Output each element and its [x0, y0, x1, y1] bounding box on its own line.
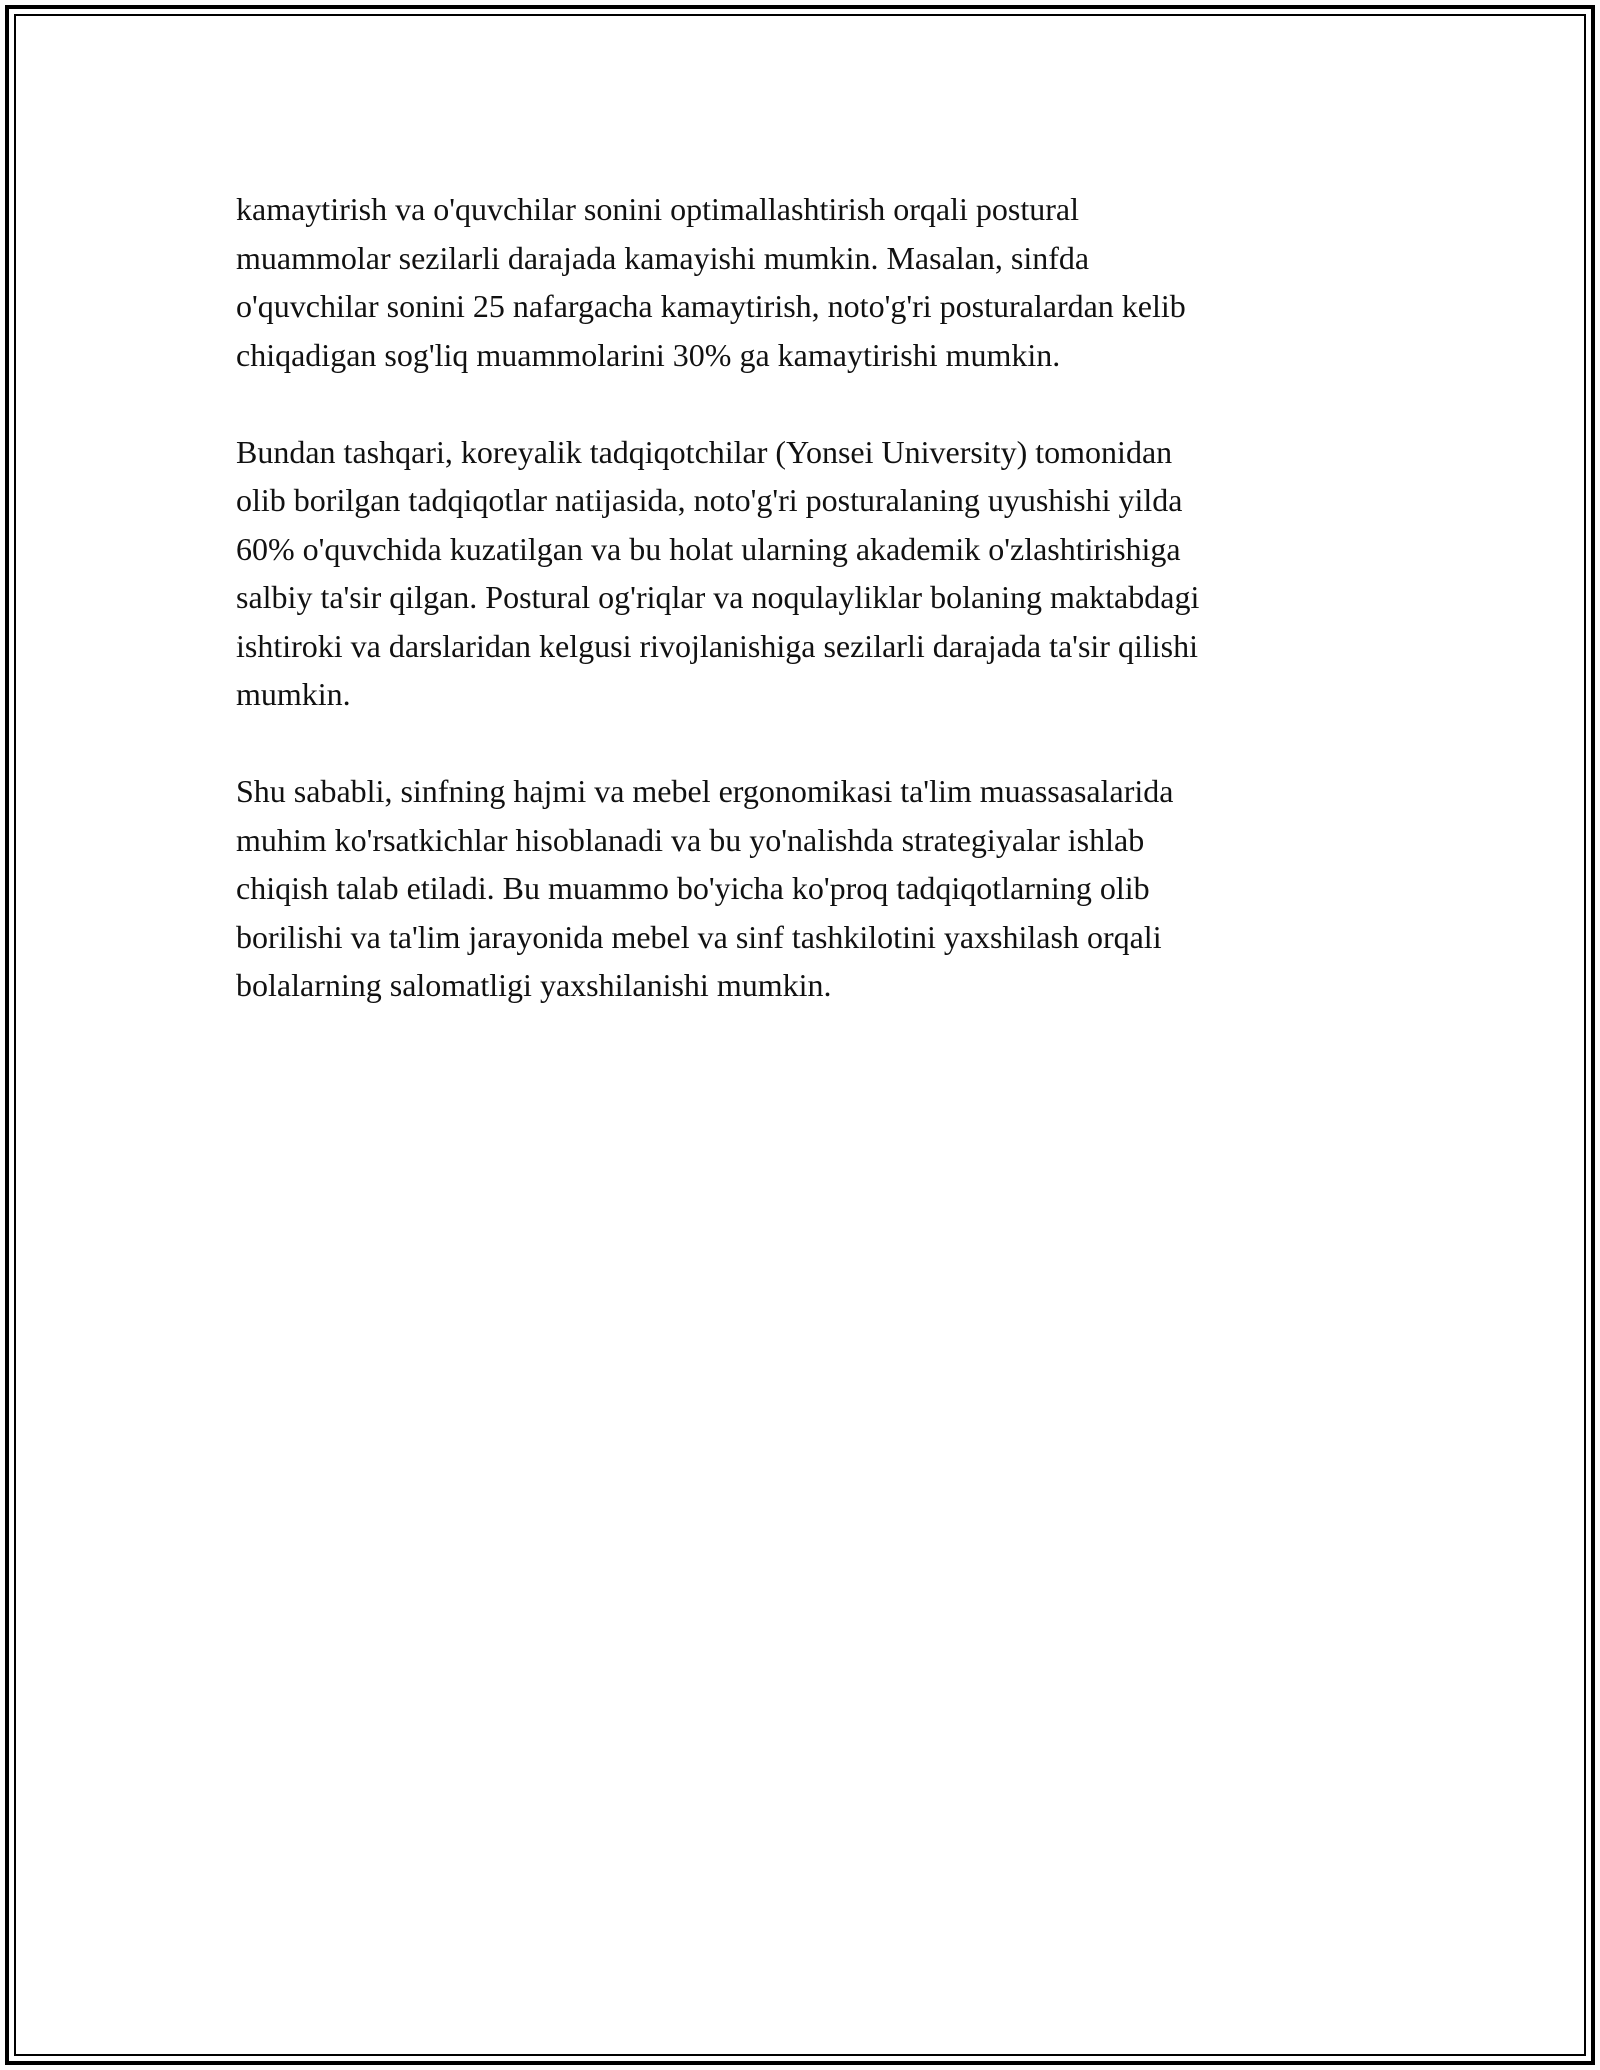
paragraph-3: Shu sababli, sinfning hajmi va mebel ergonomikasi ta'lim muassasalarida muhim ko'rsatkichlar hisoblanadi va bu yo'nalishda strategiyalar ishlab chiqish talab etiladi. Bu muammo bo'yicha ko'proq tadqiqotlarning olib borilishi va ta'lim jarayonida mebel va sinf tashkilotini yaxshilash orqali bolalarning salomatligi yaxshilanishi mumkin. — [236, 773, 1174, 1003]
page-body — [236, 185, 1356, 1058]
paragraph-1: kamaytirish va o'quvchilar sonini optimallashtirish orqali postural muammolar sezilarli darajada kamayishi mumkin. Masalan, sinfda o'quvchilar sonini 25 nafargacha kamaytirish, noto'g'ri posturalardan kelib chiqadigan sog'liq muammolarini 30% ga kamaytirishi mumkin. — [236, 191, 1186, 373]
paragraph-2: Bundan tashqari, koreyalik tadqiqotchilar (Yonsei University) tomonidan olib borilgan tadqiqotlar natijasida, noto'g'ri posturalaning uyushishi yilda 60% o'quvchida kuzatilgan va bu holat ularning akademik o'zlashtirishiga salbiy ta'sir qilgan. Postural og'riqlar va noqulayliklar bolaning maktabdagi ishtiroki va darslaridan kelgusi rivojlanishiga sezilarli darajada ta'sir qilishi mumkin. — [236, 433, 1200, 712]
